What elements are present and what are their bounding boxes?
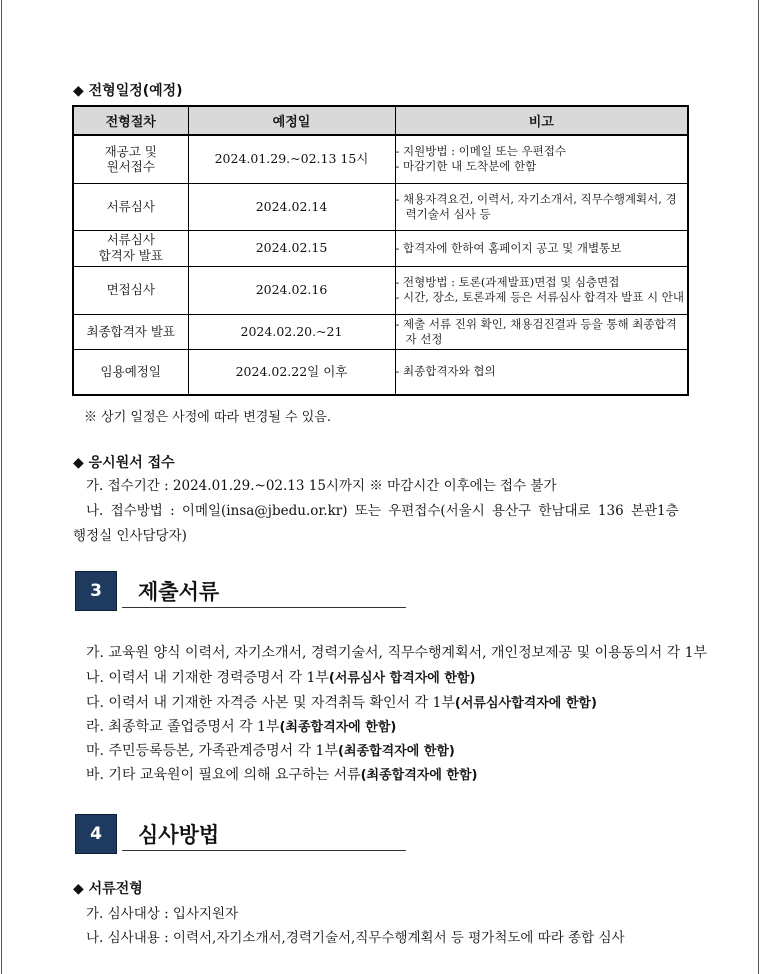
notes-cell [395, 230, 688, 266]
screening-content: 나. 심사내용 : 이력서,자기소개서,경력기술서,직무수행계획서 등 평가척도에 따라 종합 심사 [86, 930, 625, 946]
table-row [73, 314, 688, 349]
section-title: 제출서류 [138, 580, 220, 604]
step-label: 재공고 및 [104, 143, 157, 159]
section-title: 심사방법 [138, 823, 220, 847]
section-underline [122, 850, 406, 851]
note-line: - 마감기한 내 도착분에 한함 [395, 159, 537, 174]
application-method-cont: 행정실 인사담당자) [73, 528, 187, 544]
step-label: 서류심사 [106, 232, 155, 248]
section-number: 4 [75, 814, 117, 854]
page-border-right [758, 0, 759, 974]
screening-heading: ◆ 서류전형 [73, 881, 143, 897]
section-number: 3 [75, 571, 117, 611]
notes-cell [395, 135, 688, 183]
note-line: - 전형방법 : 토론(과제발표)면접 및 심층면접 [395, 275, 620, 290]
list-item [86, 667, 475, 687]
step-cell: 임용예정일 [73, 349, 188, 395]
list-item [86, 716, 396, 736]
application-heading: ◆ 응시원서 접수 [73, 455, 175, 471]
application-period: 가. 접수기간 : 2024.01.29.~02.13 15시까지 ※ 마감시간 이후에는 접수 불가 [86, 478, 557, 494]
table-row [73, 349, 688, 395]
step-cell [73, 230, 188, 266]
date-cell: 2024.02.15 [188, 230, 395, 266]
notes-cell [395, 349, 688, 395]
date-cell: 2024.02.14 [188, 183, 395, 230]
header-notes: 비고 [395, 106, 688, 135]
date-cell: 2024.02.22일 이후 [188, 349, 395, 395]
schedule-table [72, 105, 689, 396]
schedule-heading: ◆ 전형일정(예정) [73, 83, 183, 99]
schedule-header-row [73, 106, 688, 135]
item-text: 가. 교육원 양식 이력서, 자기소개서, 경력기술서, 직무수행계획서, 개인정보제공 및 이용동의서 각 1부 [86, 645, 708, 661]
note-line: - 시간, 장소, 토론과제 등은 서류심사 합격자 발표 시 안내 [395, 290, 684, 304]
item-condition: (서류심사 합격자에 한함) [328, 671, 476, 686]
item-condition: (최종합격자에 한함) [279, 720, 397, 735]
note-line: - 제출 서류 진위 확인, 채용검진결과 등을 통해 최종합격자 선정 [395, 316, 677, 346]
step-cell [73, 135, 188, 183]
item-condition: (서류심사합격자에 한함) [454, 696, 597, 711]
list-item [86, 764, 477, 784]
note-line: - 합격자에 한하여 홈페이지 공고 및 개별통보 [395, 240, 622, 255]
table-row [73, 183, 688, 230]
date-cell: 2024.02.20.~21 [188, 314, 395, 349]
screening-target: 가. 심사대상 : 입사지원자 [86, 906, 239, 922]
list-item [86, 740, 455, 760]
step-label: 합격자 발표 [98, 248, 163, 263]
step-cell: 면접심사 [73, 266, 188, 314]
step-label: 원서접수 [106, 159, 155, 175]
step-cell: 최종합격자 발표 [73, 314, 188, 349]
page-border-left [1, 0, 2, 974]
step-cell: 서류심사 [73, 183, 188, 230]
section-underline [122, 607, 406, 608]
table-row [73, 266, 688, 314]
schedule-footnote: ※ 상기 일정은 사정에 따라 변경될 수 있음. [84, 410, 331, 425]
item-condition: (최종합격자에 한함) [360, 768, 478, 783]
application-method: 나. 접수방법 : 이메일(insa@jbedu.or.kr) 또는 우편접수(서울시 용산구 한남대로 136 본관1층 [86, 503, 679, 519]
note-line: - 채용자격요건, 이력서, 자기소개서, 직무수행계획서, 경력기술서 심사 등 [395, 191, 677, 221]
date-cell: 2024.02.16 [188, 266, 395, 314]
item-text: 라. 최종학교 졸업증명서 각 1부 [86, 719, 280, 735]
item-text: 나. 이력서 내 기재한 경력증명서 각 1부 [86, 670, 329, 686]
list-item [86, 642, 707, 662]
header-date: 예정일 [188, 106, 395, 135]
date-cell: 2024.01.29.~02.13 15시 [188, 135, 395, 183]
item-text: 마. 주민등록등본, 가족관계증명서 각 1부 [86, 743, 338, 759]
notes-cell [395, 314, 688, 349]
item-condition: (최종합격자에 한함) [338, 744, 455, 759]
table-row [73, 135, 688, 183]
item-text: 바. 기타 교육원이 필요에 의해 요구하는 서류 [86, 767, 361, 783]
note-line: - 지원방법 : 이메일 또는 우편접수 [395, 144, 566, 159]
table-row [73, 230, 688, 266]
notes-cell [395, 183, 688, 230]
item-text: 다. 이력서 내 기재한 자격증 사본 및 자격취득 확인서 각 1부 [86, 695, 455, 711]
note-line: - 최종합격자와 협의 [395, 364, 496, 379]
notes-cell [395, 266, 688, 314]
list-item [86, 692, 597, 712]
header-step: 전형절차 [73, 106, 188, 135]
